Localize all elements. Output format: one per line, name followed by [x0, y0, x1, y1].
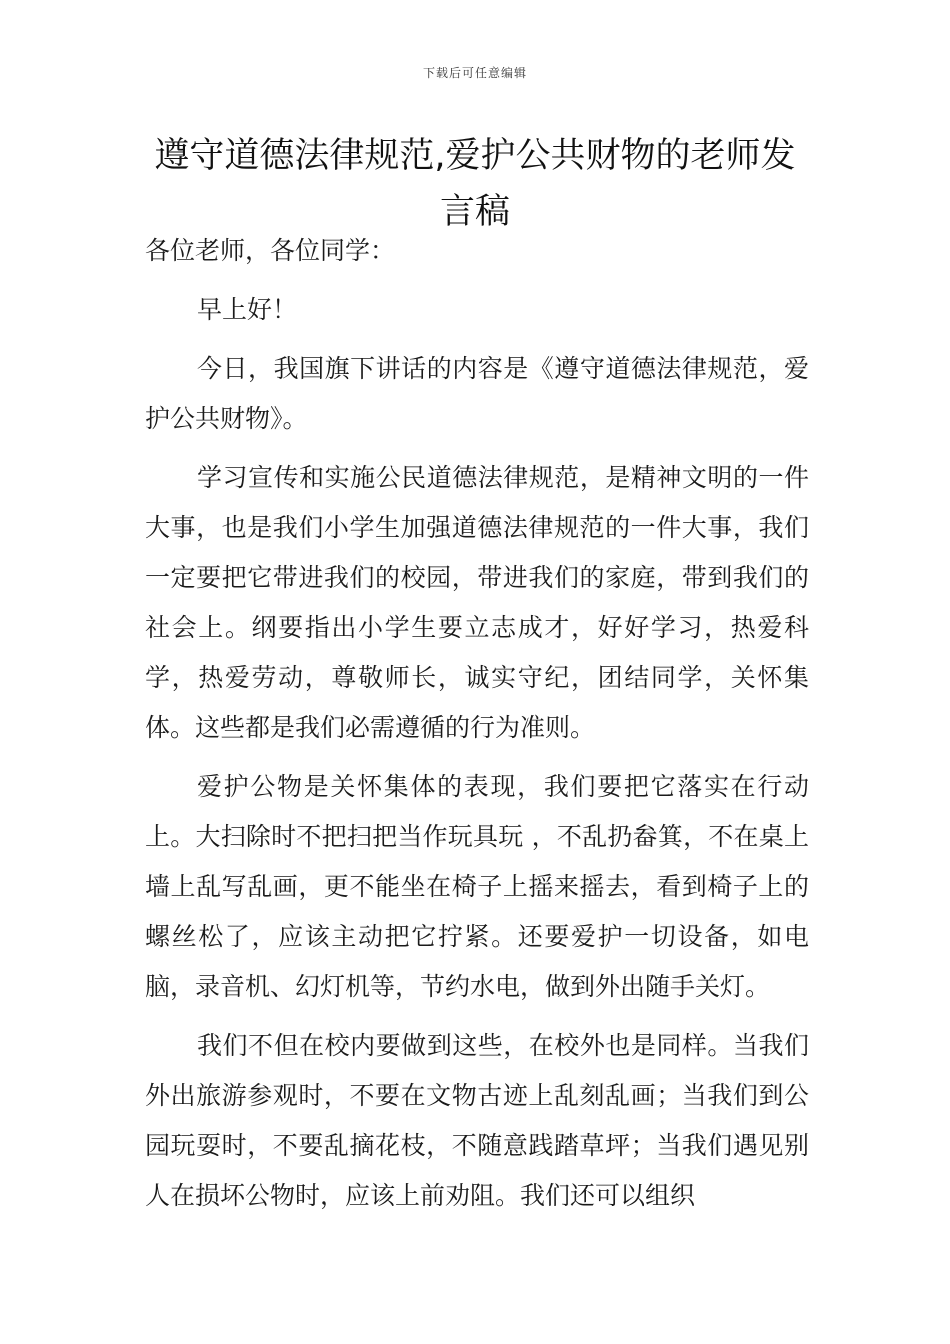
paragraph-outside-school: 我们不但在校内要做到这些，在校外也是同样。当我们外出旅游参观时，不要在文物古迹上乱刻乱画；当我们到公园玩耍时，不要乱摘花枝，不随意践踏草坪；当我们遇见别人在损坏公物时，应该上前劝阻。我们还可以组织 — [145, 1031, 809, 1210]
paragraph-topic: 今日，我国旗下讲话的内容是《遵守道德法律规范，爱护公共财物》。 — [145, 354, 809, 433]
paragraph-protect-property: 爱护公物是关怀集体的表现，我们要把它落实在行动上。大扫除时不把扫把当作玩具玩 ，不乱扔畚箕，不在桌上墙上乱写乱画，更不能坐在椅子上摇来摇去，看到椅子上的螺丝松了，应该主动把它拧紧。还要爱护一切设备，如电脑，录音机、幻灯机等，节约水电，做到外出随手关灯。 — [145, 772, 809, 1001]
header-note: 下载后可任意编辑 — [422, 66, 527, 80]
salutation: 各位老师，各位同学： — [145, 236, 396, 265]
paragraph-greeting: 早上好！ — [197, 295, 298, 324]
document-body — [145, 226, 809, 1230]
paragraph-civic-ethics: 学习宣传和实施公民道德法律规范，是精神文明的一件大事，也是我们小学生加强道德法律规范的一件大事，我们一定要把它带进我们的校园，带进我们的家庭，带到我们的社会上。纲要指出小学生要立志成才，好好学习，热爱科学，热爱劳动，尊敬师长，诚实守纪，团结同学，关怀集体。这些都是我们必需遵循的行为准则。 — [145, 463, 809, 742]
document-title: 遵守道德法律规范,爱护公共财物的老师发言稿 — [154, 136, 796, 232]
